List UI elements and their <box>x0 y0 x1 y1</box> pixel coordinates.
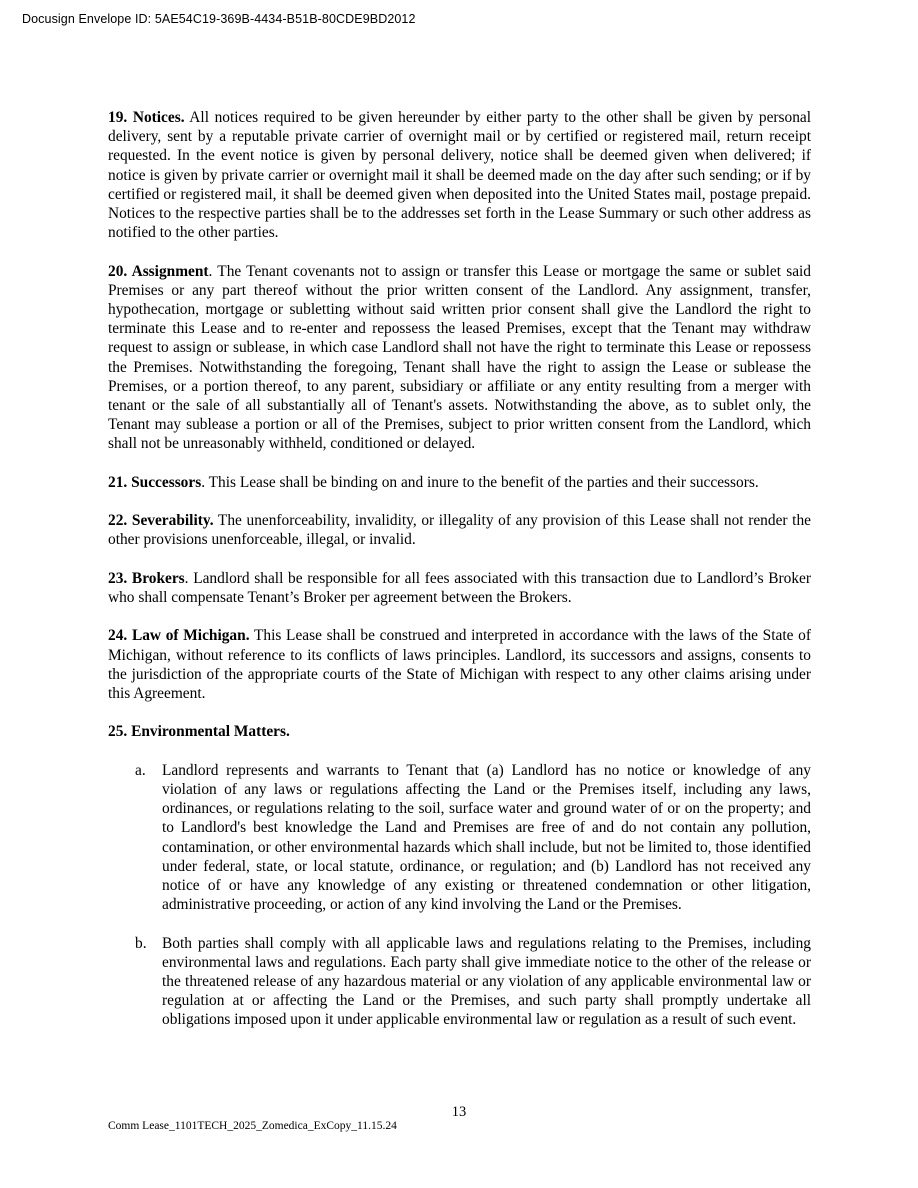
section-body: . The Tenant covenants not to assign or transfer this Lease or mortgage the same or sublet said Premises or any part thereof without the prior written consent of the Landlord. Any assignment, transfer, hypothecation, mortgage or subletting without said written prior consent shall give the Landlord the right to terminate this Lease and to re-enter and repossess the leased Premises, except that the Tenant may withdraw request to assign or sublease, in which case Landlord shall not have the right to terminate this Lease or repossess the Premises. Notwithstanding the foregoing, Tenant shall have the right to assign the Lease or sublease the Premises, or a portion thereof, to any parent, subsidiary or affiliate or any entity resulting from a merger with tenant or the sale of all substantially all of Tenant's assets. Notwithstanding the above, as to sublet only, the Tenant may sublease a portion or all of the Premises, subject to prior written consent from the Landlord, which shall not be unreasonably withheld, conditioned or delayed. <box>108 262 811 453</box>
section-heading: 20. Assignment <box>108 262 209 280</box>
subsection-b <box>108 934 811 1030</box>
subsection-text: Both parties shall comply with all applicable laws and regulations relating to the Premises, including environmental laws and regulations. Each party shall give immediate notice to the other of the release or the threatened release of any hazardous material or any violation of any applicable environmental law or regulation at or affecting the Land or the Premises, and such party shall promptly undertake all obligations imposed upon it under applicable environmental law or regulation as a result of such event. <box>162 934 811 1029</box>
docusign-envelope-id: Docusign Envelope ID: 5AE54C19-369B-4434-B51B-80CDE9BD2012 <box>22 12 416 26</box>
section-24-law-of-michigan <box>108 626 811 703</box>
section-body: All notices required to be given hereunder by either party to the other shall be given by personal delivery, sent by a reputable private carrier of overnight mail or by certified or registered mail, return receipt requested. In the event notice is given by personal delivery, notice shall be deemed given when delivered; if notice is given by private carrier or overnight mail it shall be deemed made on the day after such sending; or if by certified or registered mail, it shall be deemed given when deposited into the United States mail, postage prepaid. Notices to the respective parties shall be to the addresses set forth in the Lease Summary or such other address as notified to the other parties. <box>108 109 812 242</box>
document-footer: Comm Lease_1101TECH_2025_Zomedica_ExCopy_11.15.24 <box>108 1120 397 1132</box>
section-23-brokers <box>108 569 811 607</box>
section-heading: 23. Brokers <box>108 569 185 587</box>
section-22-severability <box>108 511 811 549</box>
page-number: 13 <box>451 1104 467 1120</box>
section-body: The unenforceability, invalidity, or illegality of any provision of this Lease shall not render the other provisions unenforceable, illegal, or invalid. <box>108 512 811 549</box>
subsection-label: b. <box>135 934 147 952</box>
subsection-a <box>108 761 811 915</box>
section-heading: 22. Severability. <box>108 512 214 530</box>
section-body: . Landlord shall be responsible for all fees associated with this transaction due to Landlord’s Broker who shall compensate Tenant’s Broker per agreement between the Brokers. <box>108 569 811 607</box>
section-body: . This Lease shall be binding on and inure to the benefit of the parties and their successors. <box>201 473 759 491</box>
section-25-environmental-matters <box>108 722 811 741</box>
section-21-successors <box>108 473 811 492</box>
section-heading: 24. Law of Michigan. <box>108 627 250 645</box>
section-heading: 21. Successors <box>108 473 202 491</box>
document-body <box>108 108 811 1049</box>
section-19-notices <box>108 108 811 242</box>
section-body: This Lease shall be construed and interpreted in accordance with the laws of the State of Michigan, without reference to its conflicts of laws principles. Landlord, its successors and assigns, consents to the jurisdiction of the appropriate courts of the State of Michigan with respect to any other claims arising under this Agreement. <box>108 627 811 703</box>
subsection-label: a. <box>135 761 146 779</box>
section-20-assignment <box>108 262 811 454</box>
subsection-text: Landlord represents and warrants to Tenant that (a) Landlord has no notice or knowledge of any violation of any laws or regulations affecting the Land or the Premises itself, including any laws, ordinances, or regulations relating to the soil, surface water and ground water of or on the property; and to Landlord's best knowledge the Land and Premises are free of and do not contain any pollution, contamination, or other environmental hazards which shall include, but not be limited to, those identified under federal, state, or local statute, ordinance, or regulation; and (b) Landlord has not received any notice of or have any knowledge of any existing or threatened condemnation or other litigation, administrative proceeding, or action of any kind involving the Land or the Premises. <box>162 761 811 914</box>
section-heading: 25. Environmental Matters. <box>108 723 290 741</box>
section-heading: 19. Notices. <box>108 109 185 126</box>
